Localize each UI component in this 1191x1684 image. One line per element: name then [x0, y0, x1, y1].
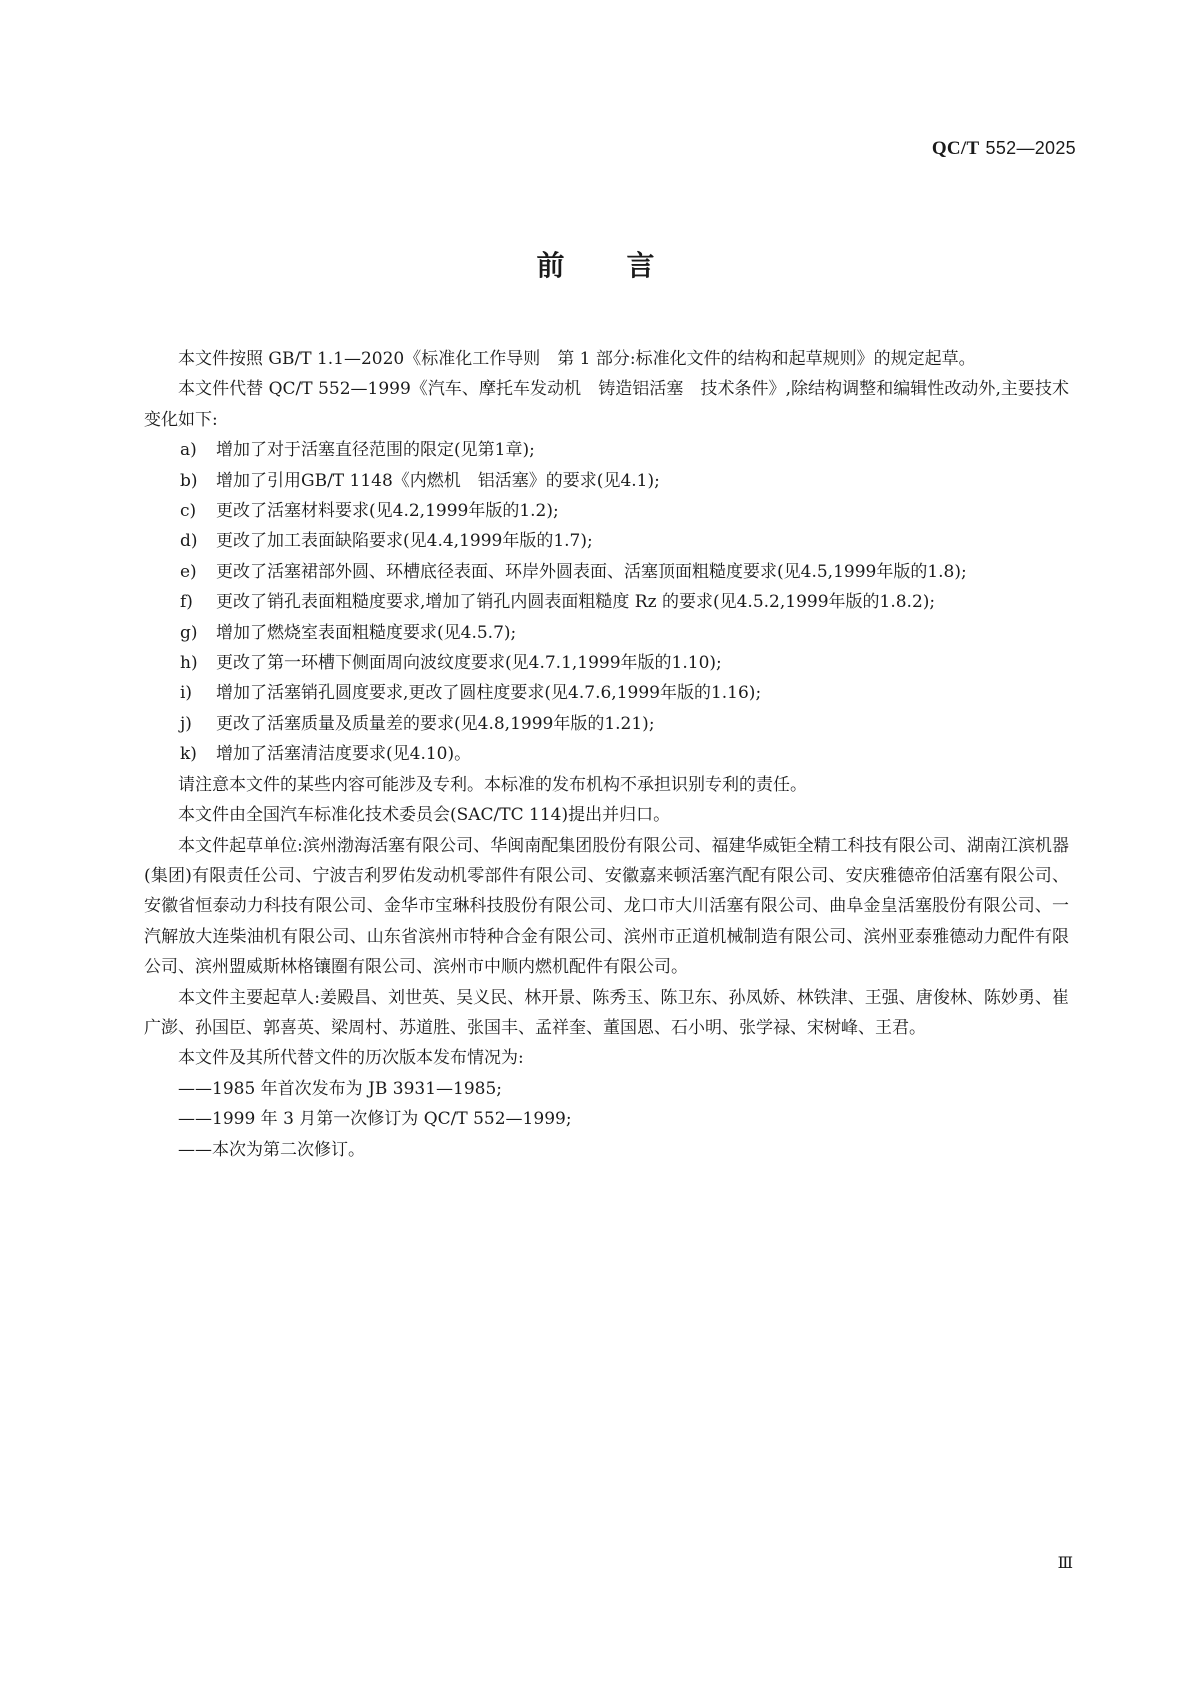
paragraph-patent-notice: 请注意本文件的某些内容可能涉及专利。本标准的发布机构不承担识别专利的责任。: [178, 774, 807, 795]
list-item-mark: j): [180, 713, 192, 734]
history-item: ——1985 年首次发布为 JB 3931—1985;: [178, 1078, 503, 1099]
list-item: [144, 496, 1069, 526]
list-item-mark: g): [180, 622, 198, 643]
paragraph-proposer: 本文件由全国汽车标准化技术委员会(SAC/TC 114)提出并归口。: [178, 805, 671, 826]
list-item: [144, 526, 1069, 556]
changes-list: [144, 435, 1069, 769]
list-item-mark: d): [180, 531, 198, 552]
list-item-text: 更改了活塞质量及质量差的要求(见4.8,1999年版的1.21);: [216, 713, 655, 734]
list-item: [144, 435, 1069, 465]
list-item: [144, 466, 1069, 496]
list-item: [144, 739, 1069, 769]
list-item-text: 增加了活塞销孔圆度要求,更改了圆柱度要求(见4.7.6,1999年版的1.16);: [216, 683, 762, 704]
list-item-text: 更改了第一环槽下侧面周向波纹度要求(见4.7.1,1999年版的1.10);: [216, 653, 722, 674]
list-item-text: 增加了活塞清洁度要求(见4.10)。: [216, 744, 472, 765]
list-item-mark: e): [180, 561, 197, 582]
list-item-mark: f): [180, 592, 193, 613]
list-item-text: 更改了加工表面缺陷要求(见4.4,1999年版的1.7);: [216, 531, 593, 552]
page-title: 前言: [536, 249, 717, 282]
paragraph-drafting-basis: 本文件按照 GB/T 1.1—2020《标准化工作导则 第 1 部分:标准化文件的结构和起草规则》的规定起草。: [178, 349, 976, 369]
list-item-text: 更改了销孔表面粗糙度要求,增加了销孔内圆表面粗糙度 Rz 的要求(见4.5.2,1999年版的1.8.2);: [216, 592, 936, 613]
list-item-text: 增加了燃烧室表面粗糙度要求(见4.5.7);: [216, 622, 517, 643]
list-item: [144, 618, 1069, 648]
list-item-text: 增加了引用GB/T 1148《内燃机 铝活塞》的要求(见4.1);: [216, 470, 660, 491]
paragraph-drafting-units: 本文件起草单位:滨州渤海活塞有限公司、华闽南配集团股份有限公司、福建华威钜全精工科技有限公司、湖南江滨机器(集团)有限责任公司、宁波吉利罗佑发动机零部件有限公司、安徽嘉来顿活塞汽配有限公司、安庆雅德帝伯活塞有限公司、安徽省恒泰动力科技有限公司、金华市宝琳科技股份有限公司、龙口市大川活塞有限公司、曲阜金皇活塞股份有限公司、一汽解放大连柴油机有限公司、山东省滨州市特种合金有限公司、滨州市正道机械制造有限公司、滨州亚泰雅德动力配件有限公司、滨州盟威斯林格镶圈有限公司、滨州市中顺内燃机配件有限公司。: [144, 835, 1069, 978]
document-code-prefix: QC/T: [931, 138, 980, 159]
list-item: [144, 678, 1069, 708]
history-list: [144, 1074, 1069, 1165]
foreword-body: [144, 344, 1069, 1165]
list-item-mark: h): [180, 653, 198, 674]
history-item: ——本次为第二次修订。: [178, 1139, 365, 1160]
list-item-mark: c): [180, 501, 197, 522]
list-item: [144, 709, 1069, 739]
history-item: ——1999 年 3 月第一次修订为 QC/T 552—1999;: [178, 1109, 572, 1130]
list-item: [144, 557, 1069, 587]
document-code-number: 552—2025: [985, 138, 1076, 158]
list-item-text: 增加了对于活塞直径范围的限定(见第1章);: [216, 440, 535, 461]
list-item-mark: i): [180, 683, 193, 704]
list-item-mark: k): [180, 744, 197, 765]
list-item-text: 更改了活塞裙部外圆、环槽底径表面、环岸外圆表面、活塞顶面粗糙度要求(见4.5,1999年版的1.8);: [216, 561, 967, 582]
list-item-text: 更改了活塞材料要求(见4.2,1999年版的1.2);: [216, 501, 559, 522]
paragraph-history-intro: 本文件及其所代替文件的历次版本发布情况为:: [178, 1048, 524, 1069]
page-number: Ⅲ: [1057, 1553, 1073, 1572]
list-item: [144, 648, 1069, 678]
paragraph-drafters: 本文件主要起草人:姜殿昌、刘世英、吴义民、林开景、陈秀玉、陈卫东、孙凤娇、林铁津、王强、唐俊林、陈妙勇、崔广澎、孙国臣、郭喜英、梁周村、苏道胜、张国丰、孟祥奎、董国恩、石小明、张学禄、宋树峰、王君。: [144, 987, 1069, 1038]
document-code: [932, 138, 1076, 160]
paragraph-replacement: 本文件代替 QC/T 552—1999《汽车、摩托车发动机 铸造铝活塞 技术条件》,除结构调整和编辑性改动外,主要技术变化如下:: [144, 379, 1069, 430]
list-item-mark: a): [180, 440, 197, 461]
list-item-mark: b): [180, 470, 198, 491]
list-item: [144, 587, 1069, 617]
